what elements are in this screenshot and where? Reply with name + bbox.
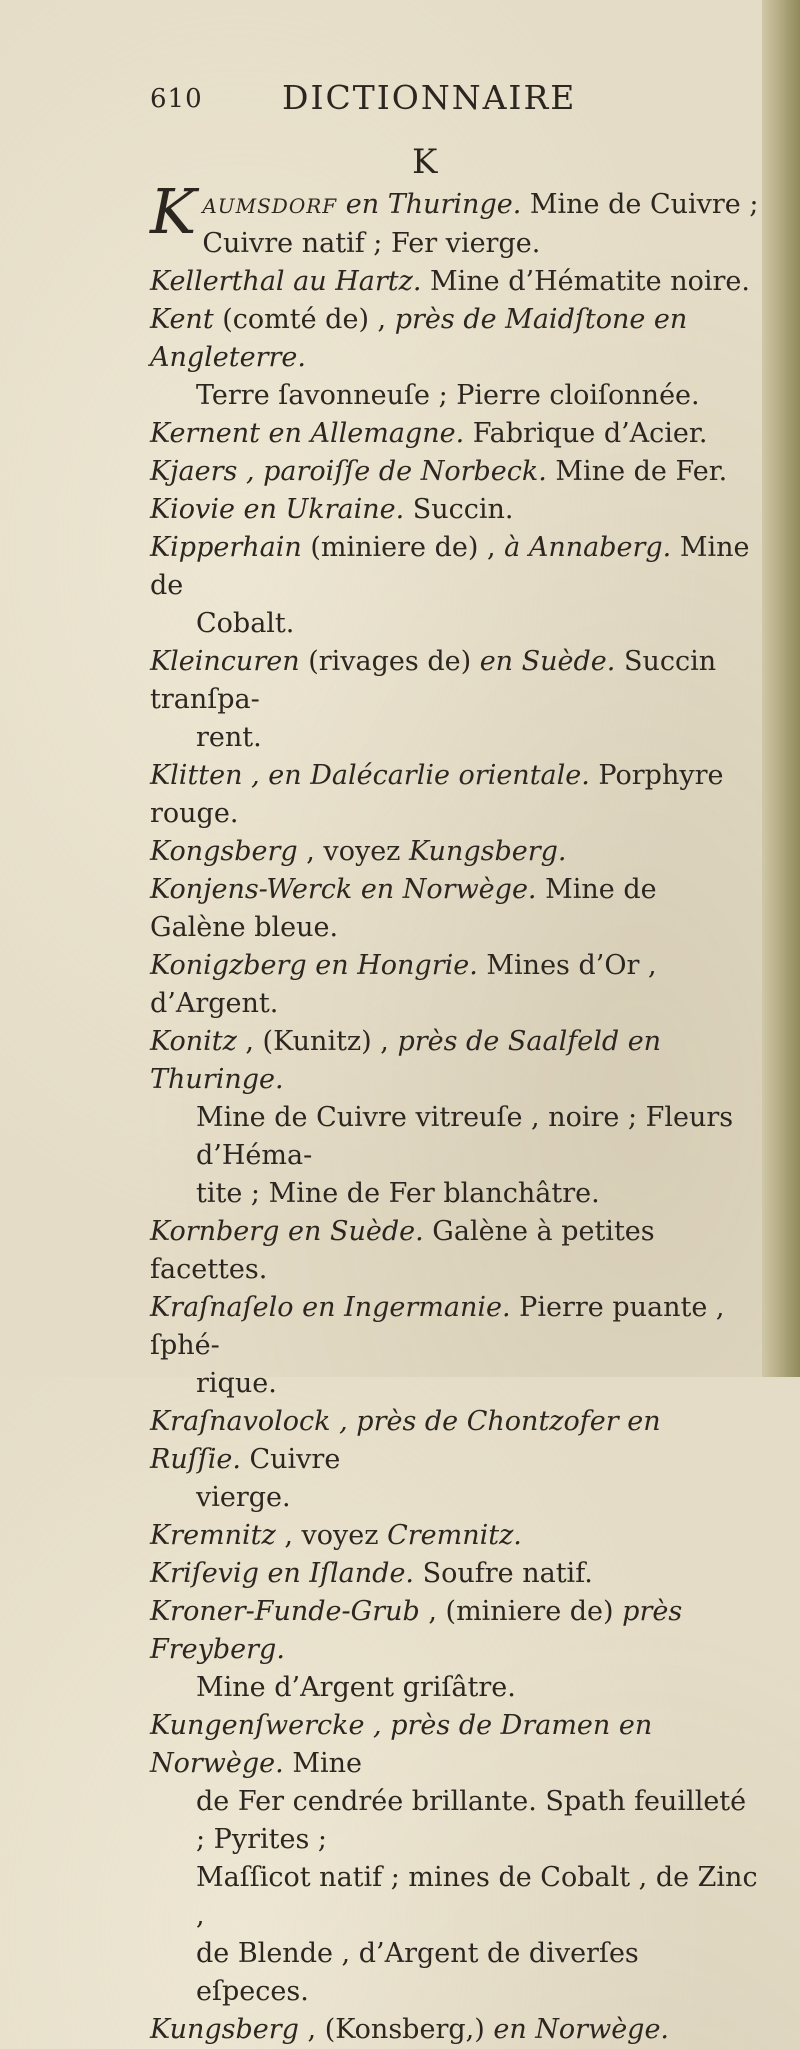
entry bbox=[150, 1593, 760, 1707]
entry-list bbox=[150, 175, 760, 2049]
entry-text: Mine d’Hématite noire. bbox=[421, 266, 750, 297]
entry-place: en Suède. bbox=[479, 646, 616, 677]
entry bbox=[150, 833, 760, 871]
entry-place: près Freyberg. bbox=[150, 1596, 683, 1665]
drop-cap: K bbox=[150, 175, 197, 248]
entry-text: Mine de bbox=[150, 532, 750, 601]
entry-text: Succin. bbox=[404, 494, 514, 525]
entry-headword: Kungsberg bbox=[150, 2014, 299, 2045]
entry-headword: Kent bbox=[150, 304, 214, 335]
entry-text: Succin tranſpa- bbox=[150, 646, 717, 715]
entry bbox=[150, 947, 760, 1023]
entry-text: Pierre puante , ſphé- bbox=[150, 1292, 725, 1361]
entry-text: Mine bbox=[283, 1748, 362, 1779]
entry-text: Fabrique d’Acier. bbox=[464, 418, 708, 449]
entry-place: en Norwège. bbox=[493, 2014, 670, 2045]
entry-headword: Kellerthal bbox=[150, 266, 285, 297]
entry-headword: Kremnitz bbox=[150, 1520, 276, 1551]
entry-continuation: de Blende , d’Argent de diverſes eſpeces. bbox=[196, 1938, 639, 2007]
running-title: DICTIONNAIRE bbox=[282, 78, 577, 117]
running-head bbox=[150, 76, 710, 116]
entry-continuation: rent. bbox=[196, 722, 262, 753]
entry-text: Galène à petites facettes. bbox=[150, 1216, 655, 1285]
entry-continuation: de Fer cendrée brillante. Spath feuilleté ; Pyrites ; bbox=[196, 1786, 747, 1855]
page-number: 610 bbox=[150, 84, 203, 114]
entry bbox=[150, 757, 760, 833]
entry-headword: Konitz bbox=[150, 1026, 237, 1057]
entry bbox=[150, 1023, 760, 1213]
entry-place: au Hartz. bbox=[284, 266, 422, 297]
entry-continuation: Mine d’Argent griſâtre. bbox=[196, 1672, 516, 1703]
entry-place: , en Dalécarlie orientale. bbox=[242, 760, 590, 791]
entry-headword: Konjens-Werck bbox=[150, 874, 353, 905]
entry-text: Cuivre bbox=[240, 1444, 341, 1475]
entry-text: Soufre natif. bbox=[414, 1558, 593, 1589]
entry-headword: Klitten bbox=[150, 760, 243, 791]
entry bbox=[150, 871, 760, 947]
entry-place: Cremnitz. bbox=[387, 1520, 522, 1551]
entry-headword: Kongsberg bbox=[150, 836, 298, 867]
section-letter: K bbox=[412, 142, 438, 182]
entry-text: Mines d’Or , d’Argent. bbox=[150, 950, 657, 1019]
entry-place: en Hongrie. bbox=[306, 950, 478, 981]
entry-continuation: Terre ſavonneuſe ; Pierre cloiſonnée. bbox=[196, 380, 700, 411]
entry bbox=[150, 415, 760, 453]
entry-place: près de Saalfeld en Thuringe. bbox=[150, 1026, 662, 1095]
entry-text: Mine de Fer. bbox=[546, 456, 728, 487]
entry-place: en Iſlande. bbox=[258, 1558, 415, 1589]
entry-place: en Suède. bbox=[279, 1216, 424, 1247]
entry-headword: Kornberg bbox=[150, 1216, 280, 1247]
entry-text: , (miniere de) bbox=[419, 1596, 623, 1627]
entry bbox=[150, 491, 760, 529]
entry-text: Mine de Galène bleue. bbox=[150, 874, 657, 943]
entry-place: en Ukraine. bbox=[234, 494, 405, 525]
entry bbox=[150, 263, 760, 301]
entry-place: en Norwège. bbox=[352, 874, 537, 905]
entry bbox=[150, 529, 760, 643]
entry-text: (comté de) , bbox=[213, 304, 395, 335]
entry-headword: Kungenſwercke bbox=[150, 1710, 365, 1741]
entry bbox=[150, 1289, 760, 1403]
entry-text: , voyez bbox=[275, 1520, 388, 1551]
entry-headword: Kiovie bbox=[150, 494, 235, 525]
book-edge bbox=[762, 0, 800, 1377]
entry-place: , paroiſſe de Norbeck. bbox=[237, 456, 547, 487]
entry-place: en Allemagne. bbox=[259, 418, 465, 449]
entry-headword: Kjaers bbox=[150, 456, 238, 487]
entry-text: Porphyre rouge. bbox=[150, 760, 724, 829]
entry-text: , (Kunitz) , bbox=[236, 1026, 398, 1057]
entry bbox=[150, 1403, 760, 1517]
entry-continuation: vierge. bbox=[196, 1482, 291, 1513]
entry bbox=[150, 643, 760, 757]
entry-headword: Konigzberg bbox=[150, 950, 307, 981]
entry-headword: Kroner-Funde-Grub bbox=[150, 1596, 420, 1627]
entry-continuation: Maſſicot natif ; mines de Cobalt , de Zinc , bbox=[196, 1862, 758, 1931]
entry-continuation: Cuivre natif ; Fer vierge. bbox=[202, 228, 541, 259]
entry-place: , près de Dramen en Norwège. bbox=[150, 1710, 653, 1779]
entry-place: à Annaberg. bbox=[504, 532, 672, 563]
entry-continuation: tite ; Mine de Fer blanchâtre. bbox=[196, 1178, 600, 1209]
entry bbox=[150, 1707, 760, 2011]
entry-headword: Kipperhain bbox=[150, 532, 302, 563]
entry-place: , près de Chontzofer en Ruſſie. bbox=[150, 1406, 661, 1475]
entry-headword: Kraſnavolock bbox=[150, 1406, 331, 1437]
entry bbox=[150, 175, 760, 263]
entry bbox=[150, 1213, 760, 1289]
entry-text: , voyez bbox=[297, 836, 409, 867]
entry-place: en Thuringe. bbox=[337, 189, 522, 220]
entry-headword: Kraſnaſelo bbox=[150, 1292, 294, 1323]
entry-headword: AUMSDORF bbox=[202, 194, 338, 218]
entry-headword: Kernent bbox=[150, 418, 260, 449]
entry-text: (miniere de) , bbox=[301, 532, 505, 563]
entry bbox=[150, 301, 760, 415]
entry bbox=[150, 453, 760, 491]
entry-continuation: rique. bbox=[196, 1368, 277, 1399]
entry bbox=[150, 2011, 760, 2049]
entry-continuation: Cobalt. bbox=[196, 608, 295, 639]
entry bbox=[150, 1555, 760, 1593]
entry-text: (rivages de) bbox=[299, 646, 480, 677]
entry bbox=[150, 1517, 760, 1555]
entry-place: Kungsberg. bbox=[408, 836, 567, 867]
entry-place: en Ingermanie. bbox=[293, 1292, 511, 1323]
entry-continuation: Mine de Cuivre vitreuſe , noire ; Fleurs d’Héma- bbox=[196, 1102, 734, 1171]
entry-text: Mine de Cuivre ; bbox=[521, 189, 759, 220]
entry-text: , (Konsberg,) bbox=[298, 2014, 494, 2045]
entry-place: près de Maidſtone en Angleterre. bbox=[150, 304, 688, 373]
entry-headword: Kleincuren bbox=[150, 646, 300, 677]
entry-headword: Kriſevig bbox=[150, 1558, 259, 1589]
